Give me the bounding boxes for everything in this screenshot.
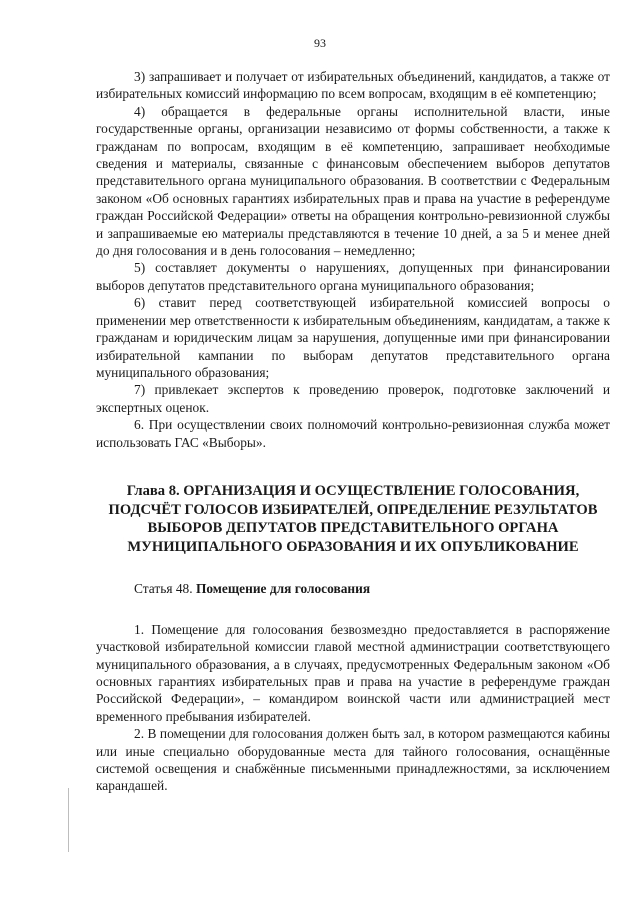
chapter-title-line-1: Глава 8. ОРГАНИЗАЦИЯ И ОСУЩЕСТВЛЕНИЕ ГОЛОСОВАНИЯ, xyxy=(126,482,580,499)
article-title: Помещение для голосования xyxy=(195,581,371,597)
page-number: 93 xyxy=(314,36,326,50)
article-heading xyxy=(96,580,610,597)
article-number: Статья 48. xyxy=(134,581,193,597)
article-clause-1: 1. Помещение для голосования безвозмездно предоставляется в распоряжение участковой избирательной комиссии главой местной администрации соответствующего муниципального образования, а в случаях, предусмотренных Федеральным законом «Об основных гарантиях избирательных прав и права на участие в референдуме граждан Российской Федерации», – командиром воинской части или администрацией мест временного пребывания избирателей. xyxy=(96,621,610,724)
chapter-title-line-3: ВЫБОРОВ ДЕПУТАТОВ ПРЕДСТАВИТЕЛЬНОГО ОРГАНА xyxy=(147,520,559,537)
paragraph-item-4: 4) обращается в федеральные органы исполнительной власти, иные государственные органы, организации независимо от формы собственности, а также к гражданам по вопросам, входящим в её компетенцию, запрашивает необходимые сведения и материалы, связанные с финансовым обеспечением выборов депутатов представительного органа муниципального образования. В соответствии с Федеральным законом «Об основных гарантиях избирательных прав и права на участие в референдуме граждан Российской Федерации» ответы на обращения контрольно-ревизионной службы и запрашиваемые ею материалы представляются в течение 10 дней, а за 5 и менее дней до дня голосования и в день голосования – немедленно; xyxy=(96,103,610,259)
paragraph-item-7: 7) привлекает экспертов к проведению проверок, подготовке заключений и экспертных оценок. xyxy=(96,382,610,415)
paragraph-item-3: 3) запрашивает и получает от избирательных объединений, кандидатов, а также от избирательных комиссий информацию по всем вопросам, входящим в её компетенцию; xyxy=(96,69,610,102)
chapter-title-line-2: ПОДСЧЁТ ГОЛОСОВ ИЗБИРАТЕЛЕЙ, ОПРЕДЕЛЕНИЕ РЕЗУЛЬТАТОВ xyxy=(108,501,598,518)
paragraph-item-6: 6) ставит перед соответствующей избирательной комиссией вопросы о применении мер ответственности к избирательным объединениям, кандидатам, а также к гражданам и юридическим лицам за нарушения, допущенные ими при финансировании избирательной кампании по выборам депутатов представительного органа муниципального образования; xyxy=(96,295,610,380)
chapter-title-line-4: МУНИЦИПАЛЬНОГО ОБРАЗОВАНИЯ И ИХ ОПУБЛИКОВАНИЕ xyxy=(127,538,579,555)
margin-scan-mark xyxy=(68,788,69,852)
paragraph-item-5: 5) составляет документы о нарушениях, допущенных при финансировании выборов депутатов представительного органа муниципального образования; xyxy=(96,260,610,293)
article-clause-2: 2. В помещении для голосования должен быть зал, в котором размещаются кабины или иные специально оборудованные места для тайного голосования, оснащённые системой освещения и снабжённые письменными принадлежностями, за исключением карандашей. xyxy=(96,726,610,794)
chapter-title xyxy=(96,482,610,556)
paragraph-clause-6: 6. При осуществлении своих полномочий контрольно-ревизионная служба может использовать ГАС «Выборы». xyxy=(96,417,610,450)
page-content xyxy=(96,68,610,795)
